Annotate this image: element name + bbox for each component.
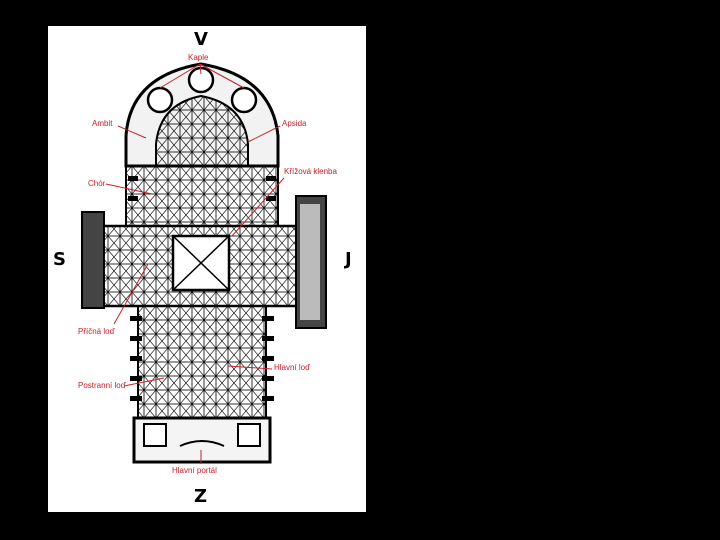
label-postranni-lod: Postranní loď	[78, 381, 126, 390]
compass-bottom: Z	[194, 486, 208, 507]
nave-with-aisles	[138, 306, 266, 418]
compass-left: S	[53, 249, 66, 270]
floor-plan-panel	[48, 26, 366, 512]
left-transept-chapel	[82, 212, 104, 308]
label-chor: Chór	[88, 179, 106, 188]
cathedral-floor-plan	[48, 26, 366, 512]
label-hlavni-lod: Hlavní loď	[274, 363, 311, 372]
compass-top: V	[194, 29, 208, 50]
label-pricna-lod: Příčná loď	[78, 327, 115, 336]
label-krizova-klenba: Křížová klenba	[284, 167, 337, 176]
label-ambit: Ambit	[92, 119, 113, 128]
label-kaple: Kaple	[188, 53, 209, 62]
choir	[126, 166, 278, 226]
label-hlavni-portal: Hlavní portál	[172, 466, 217, 475]
label-apsida: Apsida	[282, 119, 307, 128]
compass-right: J	[345, 249, 352, 270]
